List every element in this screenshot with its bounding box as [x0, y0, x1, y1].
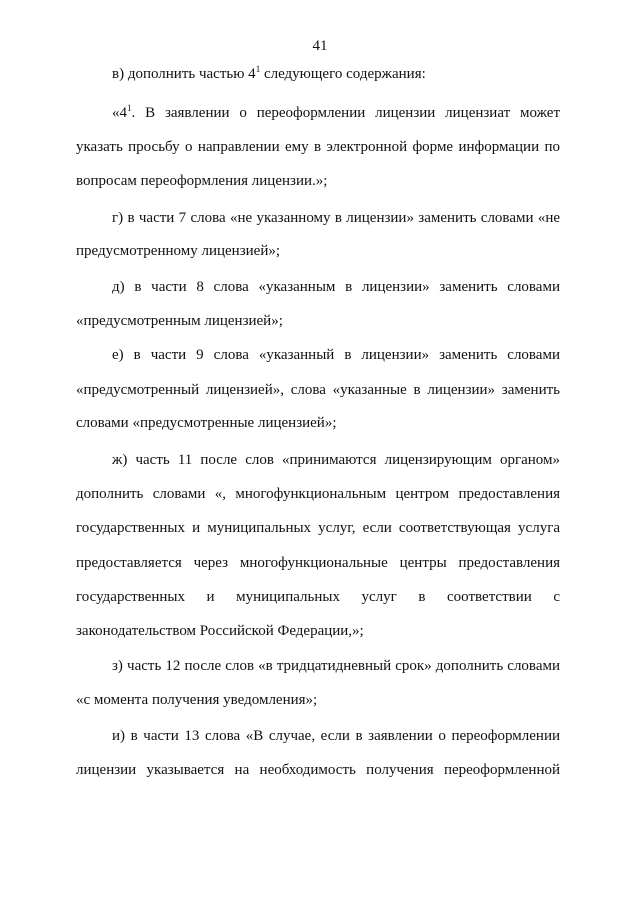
- text-line: дополнить словами «, многофункциональным центром предоставления: [76, 486, 560, 502]
- text-line: з) часть 12 после слов «в тридцатидневный срок» дополнить словами: [112, 658, 560, 674]
- page-number: 41: [312, 38, 328, 54]
- text-line: «предусмотренный лицензией», слова «указанные в лицензии» заменить: [76, 382, 560, 398]
- text-line: государственных и муниципальных услуг, если соответствующая услуга: [76, 520, 560, 536]
- text-line: указать просьбу о направлении ему в электронной форме информации по: [76, 139, 560, 155]
- text-line: е) в части 9 слова «указанный в лицензии» заменить словами: [112, 347, 560, 363]
- superscript: 1: [127, 103, 132, 113]
- text-line: предусмотренному лицензией»;: [76, 243, 281, 259]
- text-line: д) в части 8 слова «указанным в лицензии» заменить словами: [112, 279, 560, 295]
- text-line: вопросам переоформления лицензии.»;: [76, 173, 328, 189]
- text-line: и) в части 13 слова «В случае, если в заявлении о переоформлении: [112, 728, 560, 744]
- text-line: «с момента получения уведомления»;: [76, 692, 318, 708]
- text-line: законодательством Российской Федерации,»;: [76, 623, 364, 639]
- superscript: 1: [255, 64, 261, 74]
- text-line: «предусмотренным лицензией»;: [76, 313, 283, 329]
- text-line: государственных и муниципальных услуг в соответствии с: [76, 589, 560, 605]
- text-line: ж) часть 11 после слов «принимаются лицензирующим органом»: [112, 452, 560, 468]
- text-line: г) в части 7 слова «не указанному в лицензии» заменить словами «не: [112, 210, 560, 226]
- text-line: в) дополнить частью $4^1$ следующего содержания:: [112, 64, 426, 82]
- text-line: предоставляется через многофункциональные центры предоставления: [76, 555, 560, 571]
- text-line: лицензии указывается на необходимость получения переоформленной: [76, 762, 560, 778]
- text-line: «$4^1$. В заявлении о переоформлении лицензии лицензиат может: [112, 103, 560, 121]
- text-line: словами «предусмотренные лицензией»;: [76, 415, 337, 431]
